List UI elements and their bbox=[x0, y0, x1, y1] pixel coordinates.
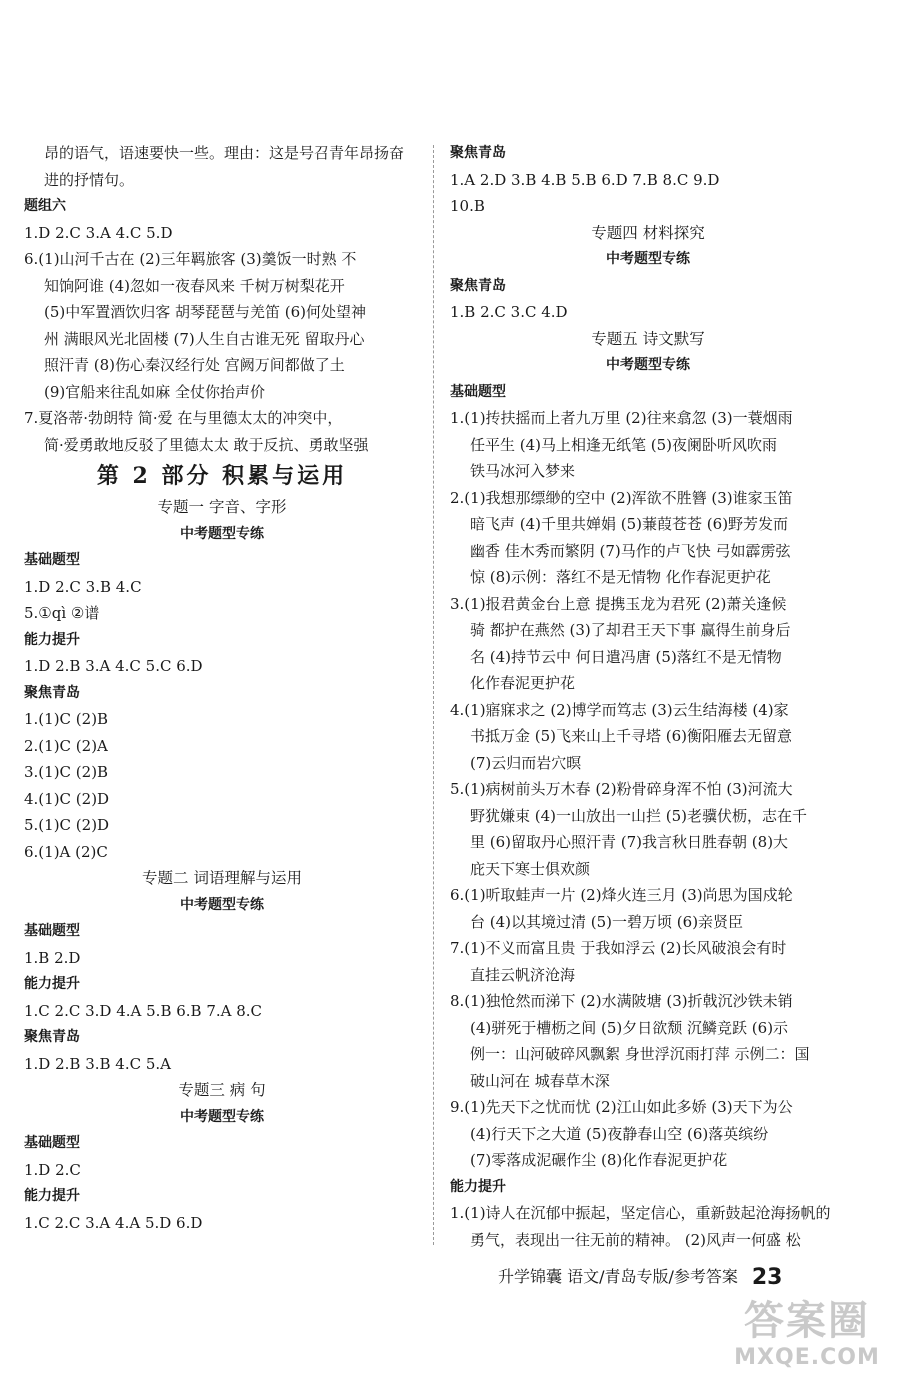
section-label: 聚焦青岛 bbox=[450, 145, 506, 161]
section-label: 聚焦青岛 bbox=[24, 684, 80, 701]
subsection-heading: 中考题型专练 bbox=[606, 251, 690, 267]
subsection-heading: 中考题型专练 bbox=[606, 357, 690, 373]
answer-line: (7)零落成泥碾作尘 (8)化作春泥更护花 bbox=[470, 1151, 728, 1169]
section-label: 能力提升 bbox=[24, 1188, 80, 1204]
topic-heading: 专题四 材料探究 bbox=[591, 223, 705, 242]
right-column bbox=[450, 140, 846, 1253]
answer-line: (7)云归而岩穴暝 bbox=[470, 753, 582, 772]
page-footer bbox=[498, 1262, 783, 1292]
answer-line: 2.(1)我想那缥缈的空中 (2)浑欲不胜簪 (3)谁家玉笛 bbox=[450, 488, 793, 507]
watermark-text: 答案圈 bbox=[744, 1298, 870, 1344]
section-label: 聚焦青岛 bbox=[450, 277, 506, 294]
answer-line: 7.夏洛蒂·勃朗特 简·爱 在与里德太太的冲突中， bbox=[24, 409, 343, 427]
answer-line: 幽香 佳木秀而繁阴 (7)马作的卢飞快 弓如霹雳弦 bbox=[470, 541, 791, 560]
answer-line: 1.D 2.C 3.B 4.C bbox=[24, 577, 142, 596]
answer-line: 4.(1)寤寐求之 (2)博学而笃志 (3)云生结海楼 (4)家 bbox=[450, 700, 789, 719]
answer-line: 任平生 (4)马上相逢无纸笔 (5)夜阑卧听风吹雨 bbox=[470, 435, 778, 454]
section-label: 能力提升 bbox=[450, 1178, 506, 1195]
section-label: 题组六 bbox=[24, 198, 66, 214]
footer-book-title: 升学锦囊 语文/青岛专版/参考答案 bbox=[498, 1267, 738, 1286]
answer-line: 1.B 2.C 3.C 4.D bbox=[450, 303, 568, 321]
section-label: 基础题型 bbox=[450, 383, 506, 400]
answer-line: 暗飞声 (4)千里共婵娟 (5)蒹葭苍苍 (6)野芳发而 bbox=[470, 515, 789, 533]
answer-line: (4)行天下之大道 (5)夜静春山空 (6)落英缤纷 bbox=[470, 1124, 769, 1143]
answer-line: 进的抒情句。 bbox=[44, 170, 135, 189]
section-label: 能力提升 bbox=[24, 976, 80, 992]
answer-line: 2.(1)C (2)A bbox=[24, 736, 108, 755]
answer-line: 简·爱勇敢地反驳了里德太太 敢于反抗、勇敢坚强 bbox=[44, 435, 369, 454]
answer-line: 10.B bbox=[450, 197, 485, 215]
answer-line: 1.A 2.D 3.B 4.B 5.B 6.D 7.B 8.C 9.D bbox=[450, 170, 720, 189]
answer-line: 野犹嫌束 (4)一山放出一山拦 (5)老骥伏枥，志在千 bbox=[470, 806, 808, 825]
answer-line: 破山河在 城春草木深 bbox=[470, 1071, 610, 1090]
answer-line: 1.(1)诗人在沉郁中振起，坚定信心，重新鼓起沧海扬帆的 bbox=[450, 1204, 831, 1222]
answer-line: (4)骈死于槽枥之间 (5)夕日欲颓 沉鳞竞跃 (6)示 bbox=[470, 1018, 789, 1037]
answer-line: 书抵万金 (5)飞来山上千寻塔 (6)衡阳雁去无留意 bbox=[470, 727, 793, 745]
answer-line: 3.(1)报君黄金台上意 提携玉龙为君死 (2)萧关逢候 bbox=[450, 594, 787, 613]
section-label: 基础题型 bbox=[24, 923, 80, 939]
answer-line: 台 (4)以其境过清 (5)一碧万顷 (6)亲贤臣 bbox=[470, 912, 744, 931]
section-label: 基础题型 bbox=[24, 1135, 80, 1151]
topic-heading: 专题三 病 句 bbox=[178, 1081, 266, 1099]
subsection-heading: 中考题型专练 bbox=[180, 525, 264, 542]
answer-line: 8.(1)独怆然而涕下 (2)水满陂塘 (3)折戟沉沙铁未销 bbox=[450, 992, 793, 1010]
section-label: 聚焦青岛 bbox=[24, 1029, 80, 1045]
answer-line: 5.(1)病树前头万木春 (2)粉骨碎身浑不怕 (3)河流大 bbox=[450, 780, 793, 798]
answer-line: 1.D 2.C 3.A 4.C 5.D bbox=[24, 223, 173, 242]
answer-line: 名 (4)持节云中 何日遣冯唐 (5)落红不是无情物 bbox=[470, 647, 782, 666]
watermark-url: MXQE.COM bbox=[734, 1345, 880, 1370]
subsection-heading: 中考题型专练 bbox=[180, 1108, 264, 1125]
answer-line: 照汗青 (8)伤心秦汉经行处 宫阙万间都做了土 bbox=[44, 356, 345, 374]
answer-line: (5)中军置酒饮归客 胡琴琵琶与羌笛 (6)何处望神 bbox=[44, 303, 367, 321]
answer-line: 惊 (8)示例：落红不是无情物 化作春泥更护花 bbox=[470, 568, 771, 586]
answer-line: 6.(1)听取蛙声一片 (2)烽火连三月 (3)尚思为国戍轮 bbox=[450, 886, 793, 904]
section-label: 基础题型 bbox=[24, 552, 80, 568]
topic-heading: 专题二 词语理解与运用 bbox=[142, 869, 302, 887]
answer-line: 骑 都护在燕然 (3)了却君王天下事 赢得生前身后 bbox=[470, 621, 791, 639]
answer-line: (9)官船来往乱如麻 全仗你抬声价 bbox=[44, 382, 266, 401]
answer-line: 化作春泥更护花 bbox=[470, 674, 576, 692]
answer-line: 1.D 2.C bbox=[24, 1160, 81, 1179]
section-label: 能力提升 bbox=[24, 631, 80, 648]
answer-line: 4.(1)C (2)D bbox=[24, 789, 110, 808]
answer-line: 6.(1)山河千古在 (2)三年羁旅客 (3)羹饭一时熟 不 bbox=[24, 250, 357, 268]
subsection-heading: 中考题型专练 bbox=[180, 896, 264, 913]
answer-line: 6.(1)A (2)C bbox=[24, 842, 108, 861]
watermark-logo bbox=[722, 1298, 892, 1384]
answer-line: 7.(1)不义而富且贵 于我如浮云 (2)长风破浪会有时 bbox=[450, 939, 787, 957]
topic-heading: 专题一 字音、字形 bbox=[157, 498, 287, 516]
answer-line: 1.D 2.B 3.A 4.C 5.C 6.D bbox=[24, 657, 203, 675]
answer-line: 5.①qì ②谱 bbox=[24, 604, 100, 622]
answer-line: 1.C 2.C 3.A 4.A 5.D 6.D bbox=[24, 1213, 203, 1232]
topic-heading: 专题五 诗文默写 bbox=[591, 329, 705, 348]
answer-line: 1.(1)C (2)B bbox=[24, 710, 109, 728]
answer-line: 里 (6)留取丹心照汗青 (7)我言秋日胜春朝 (8)大 bbox=[470, 833, 789, 851]
answer-line: 昂的语气，语速要快一些。理由：这是号召青年昂扬奋 bbox=[44, 144, 405, 162]
answer-line: 5.(1)C (2)D bbox=[24, 816, 110, 834]
answer-line: 例一：山河破碎风飘絮 身世浮沉雨打萍 示例二：国 bbox=[470, 1045, 810, 1063]
answer-line: 9.(1)先天下之忧而忧 (2)江山如此多娇 (3)天下为公 bbox=[450, 1098, 793, 1116]
answer-line: 1.C 2.C 3.D 4.A 5.B 6.B 7.A 8.C bbox=[24, 1001, 263, 1020]
answer-line: 直挂云帆济沧海 bbox=[470, 965, 576, 984]
answer-line: 1.B 2.D bbox=[24, 948, 81, 967]
answer-line: 3.(1)C (2)B bbox=[24, 763, 109, 781]
column-divider bbox=[433, 145, 434, 1245]
answer-line: 1.(1)抟扶摇而上者九万里 (2)往来翕忽 (3)一蓑烟雨 bbox=[450, 409, 793, 427]
answer-line: 州 满眼风光北固楼 (7)人生自古谁无死 留取丹心 bbox=[44, 329, 365, 348]
answer-line: 1.D 2.B 3.B 4.C 5.A bbox=[24, 1054, 172, 1073]
answer-line: 庇天下寒士俱欢颜 bbox=[470, 859, 591, 878]
answer-line: 铁马冰河入梦来 bbox=[470, 462, 576, 480]
left-column bbox=[24, 140, 420, 1236]
part-heading: 第 2 部分 积累与运用 bbox=[96, 463, 348, 489]
answer-line: 知饷阿谁 (4)忽如一夜春风来 千树万树梨花开 bbox=[44, 276, 345, 295]
answer-line: 勇气，表现出一往无前的精神。 (2)风声一何盛 松 bbox=[470, 1230, 801, 1249]
page-number: 23 bbox=[751, 1265, 783, 1290]
